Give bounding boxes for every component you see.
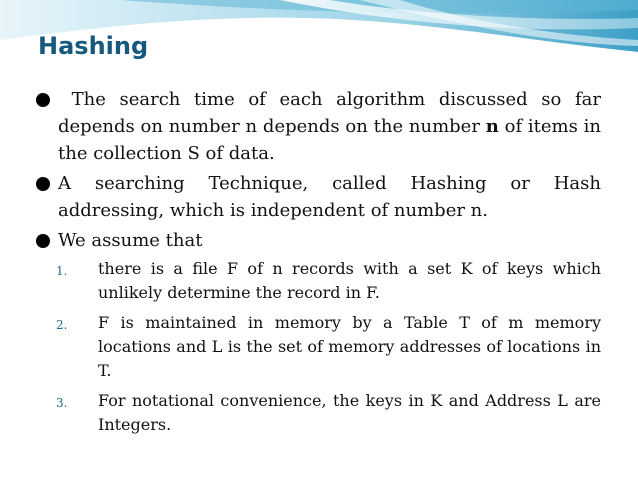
item-text: there is a file F of n records with a set K of keys which unlikely determine the record in F. (98, 259, 601, 302)
slide-title: Hashing (38, 32, 149, 60)
bullet-text: The search time of each algorithm discussed so far depends on number n depends on the number (58, 89, 601, 137)
bullet-item (36, 170, 601, 224)
numbered-item (36, 311, 601, 383)
bullet-dot-icon (36, 234, 50, 248)
bullet-dot-icon (36, 93, 50, 107)
bullet-text-end: of items in the collection S of data. (58, 116, 601, 164)
item-number: 1. (56, 264, 68, 278)
bullet-item (36, 227, 601, 254)
item-text: F is maintained in memory by a Table T of m memory locations and L is the set of memory addresses of locations in T. (98, 313, 601, 380)
bullet-dot-icon (36, 177, 50, 191)
numbered-item (36, 257, 601, 305)
item-text: For notational convenience, the keys in K and Address L are Integers. (98, 391, 601, 434)
bullet-bold-n: n (485, 116, 499, 137)
bullet-text: A searching Technique, called Hashing or Hash addressing, which is independent of number n. (58, 173, 601, 221)
bullet-item (36, 86, 601, 167)
numbered-item (36, 389, 601, 437)
item-number: 3. (56, 396, 68, 410)
bullet-text: We assume that (58, 230, 203, 251)
item-number: 2. (56, 318, 68, 332)
slide-content (36, 86, 601, 443)
